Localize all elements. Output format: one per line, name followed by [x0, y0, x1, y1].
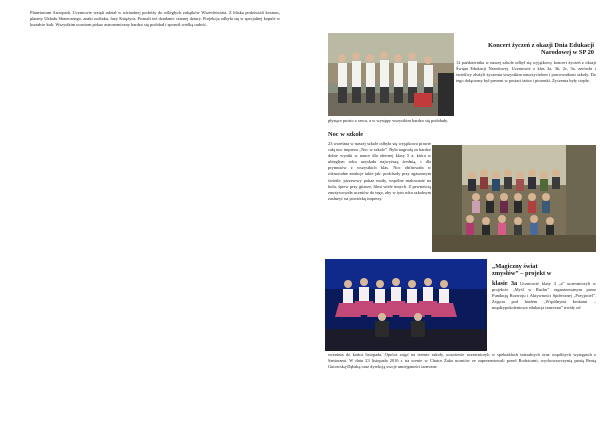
- magic-intro-block: [492, 281, 596, 311]
- planetarium-text: Planetarium Astropark. Uczniowie wzięli udział w wirtualnej podróży do odległych zakątków Wszechświata. Z bliska podziwiali kosmos, planety Układu Słonecznego, znaki zodiaku, fazy Księżyca. Poznali też działanie czarnej dziury. Projekcja odbyła się w specjalnej kopule w kształcie kuli. Wszystkim uczniom pokaz astronomiczny bardzo się podobał i sprawił wielką radość.: [30, 10, 280, 28]
- concert-heading: Koncert życzeń z okazji Dnia Edukacji Narodowej w SP 20: [488, 42, 594, 57]
- magic-heading-line3: klasie 3a: [492, 280, 518, 287]
- left-column: [30, 0, 280, 424]
- concert-photo: [328, 33, 454, 116]
- concert-header-block: [458, 42, 594, 56]
- concert-text: 12 października w naszej szkole odbył się wyjątkowy koncert życzeń z okazji Święta Edukacji Narodowej. Uczniowie z klas 3a, 3b, 2c, 5a, zerówki i świetlicy złożyli życzenia wszystkim nauczycielom i pracownikom szkoły. Do tego dołączony był prezent w postaci tańca i piosenki. Życzenia były ciepłe,: [456, 60, 596, 84]
- concert-text-continued: płynące prosto z serca, a w występy wszystkim bardzo się podobały.: [328, 118, 449, 123]
- magic-text-continued: września do końca listopada. Oprócz zajęć na terenie szkoły, uczniowie uczestniczyli w spektaklach teatralnych oraz wspólnych występach z Seniorami. W dniu 23 listopada 2016 r. na scenie w Chatce Żaka uczniów ze zaprezentowali przed Rodzicami, wychowawczynią panią Beatą Gutowską-Dębską oraz dyrekcją swoje umiejętności taneczne.: [328, 352, 596, 370]
- magic-intro: [492, 281, 596, 311]
- night-heading: Noc w szkole: [328, 131, 364, 138]
- magic-heading-line1: „Magiczny świat: [492, 263, 538, 270]
- magic-text: Uczniowie klasy 3 „a” uczestniczyli w projekcie „Myśl w Ruchu” organizowanym przez Fundację Rozwoju i Aktywności Społecznej „Przyjaciel”. Zajęcia pod hasłem „Wspólnymi krokami – międzypokoleniowa edukacja taneczna” trwały od: [492, 281, 597, 311]
- night-text: 23 września w naszej szkole odbyła się wyjątkowa prawie całą noc impreza „Noc w szkole”. Była nagrodą za bardzo dobre wyniki w nauce dla obecnej klasy 5 a, która w ubiegłym roku uzyskała najwyższą średnią, i dla prymusów z wszystkich klas. Noc obfitowała w różnorodne atrakcje takie jak: podchody przy zgaszonym świetle, pizzerowy pokaz mody, wspólne malowanie na holu, śpiew przy gitarze, filmi wiele innych. Z pewnością zmotywowała uczniów do tego, aby w tym roku szkolnym zasłużyć na powtórkę imprezy.: [328, 141, 431, 201]
- magic-header-block: [492, 263, 596, 277]
- magic-heading-line2: zmysłów” – projekt w: [492, 270, 552, 278]
- night-photo: [432, 145, 596, 252]
- right-column: [328, 0, 596, 424]
- dance-photo: [325, 259, 487, 351]
